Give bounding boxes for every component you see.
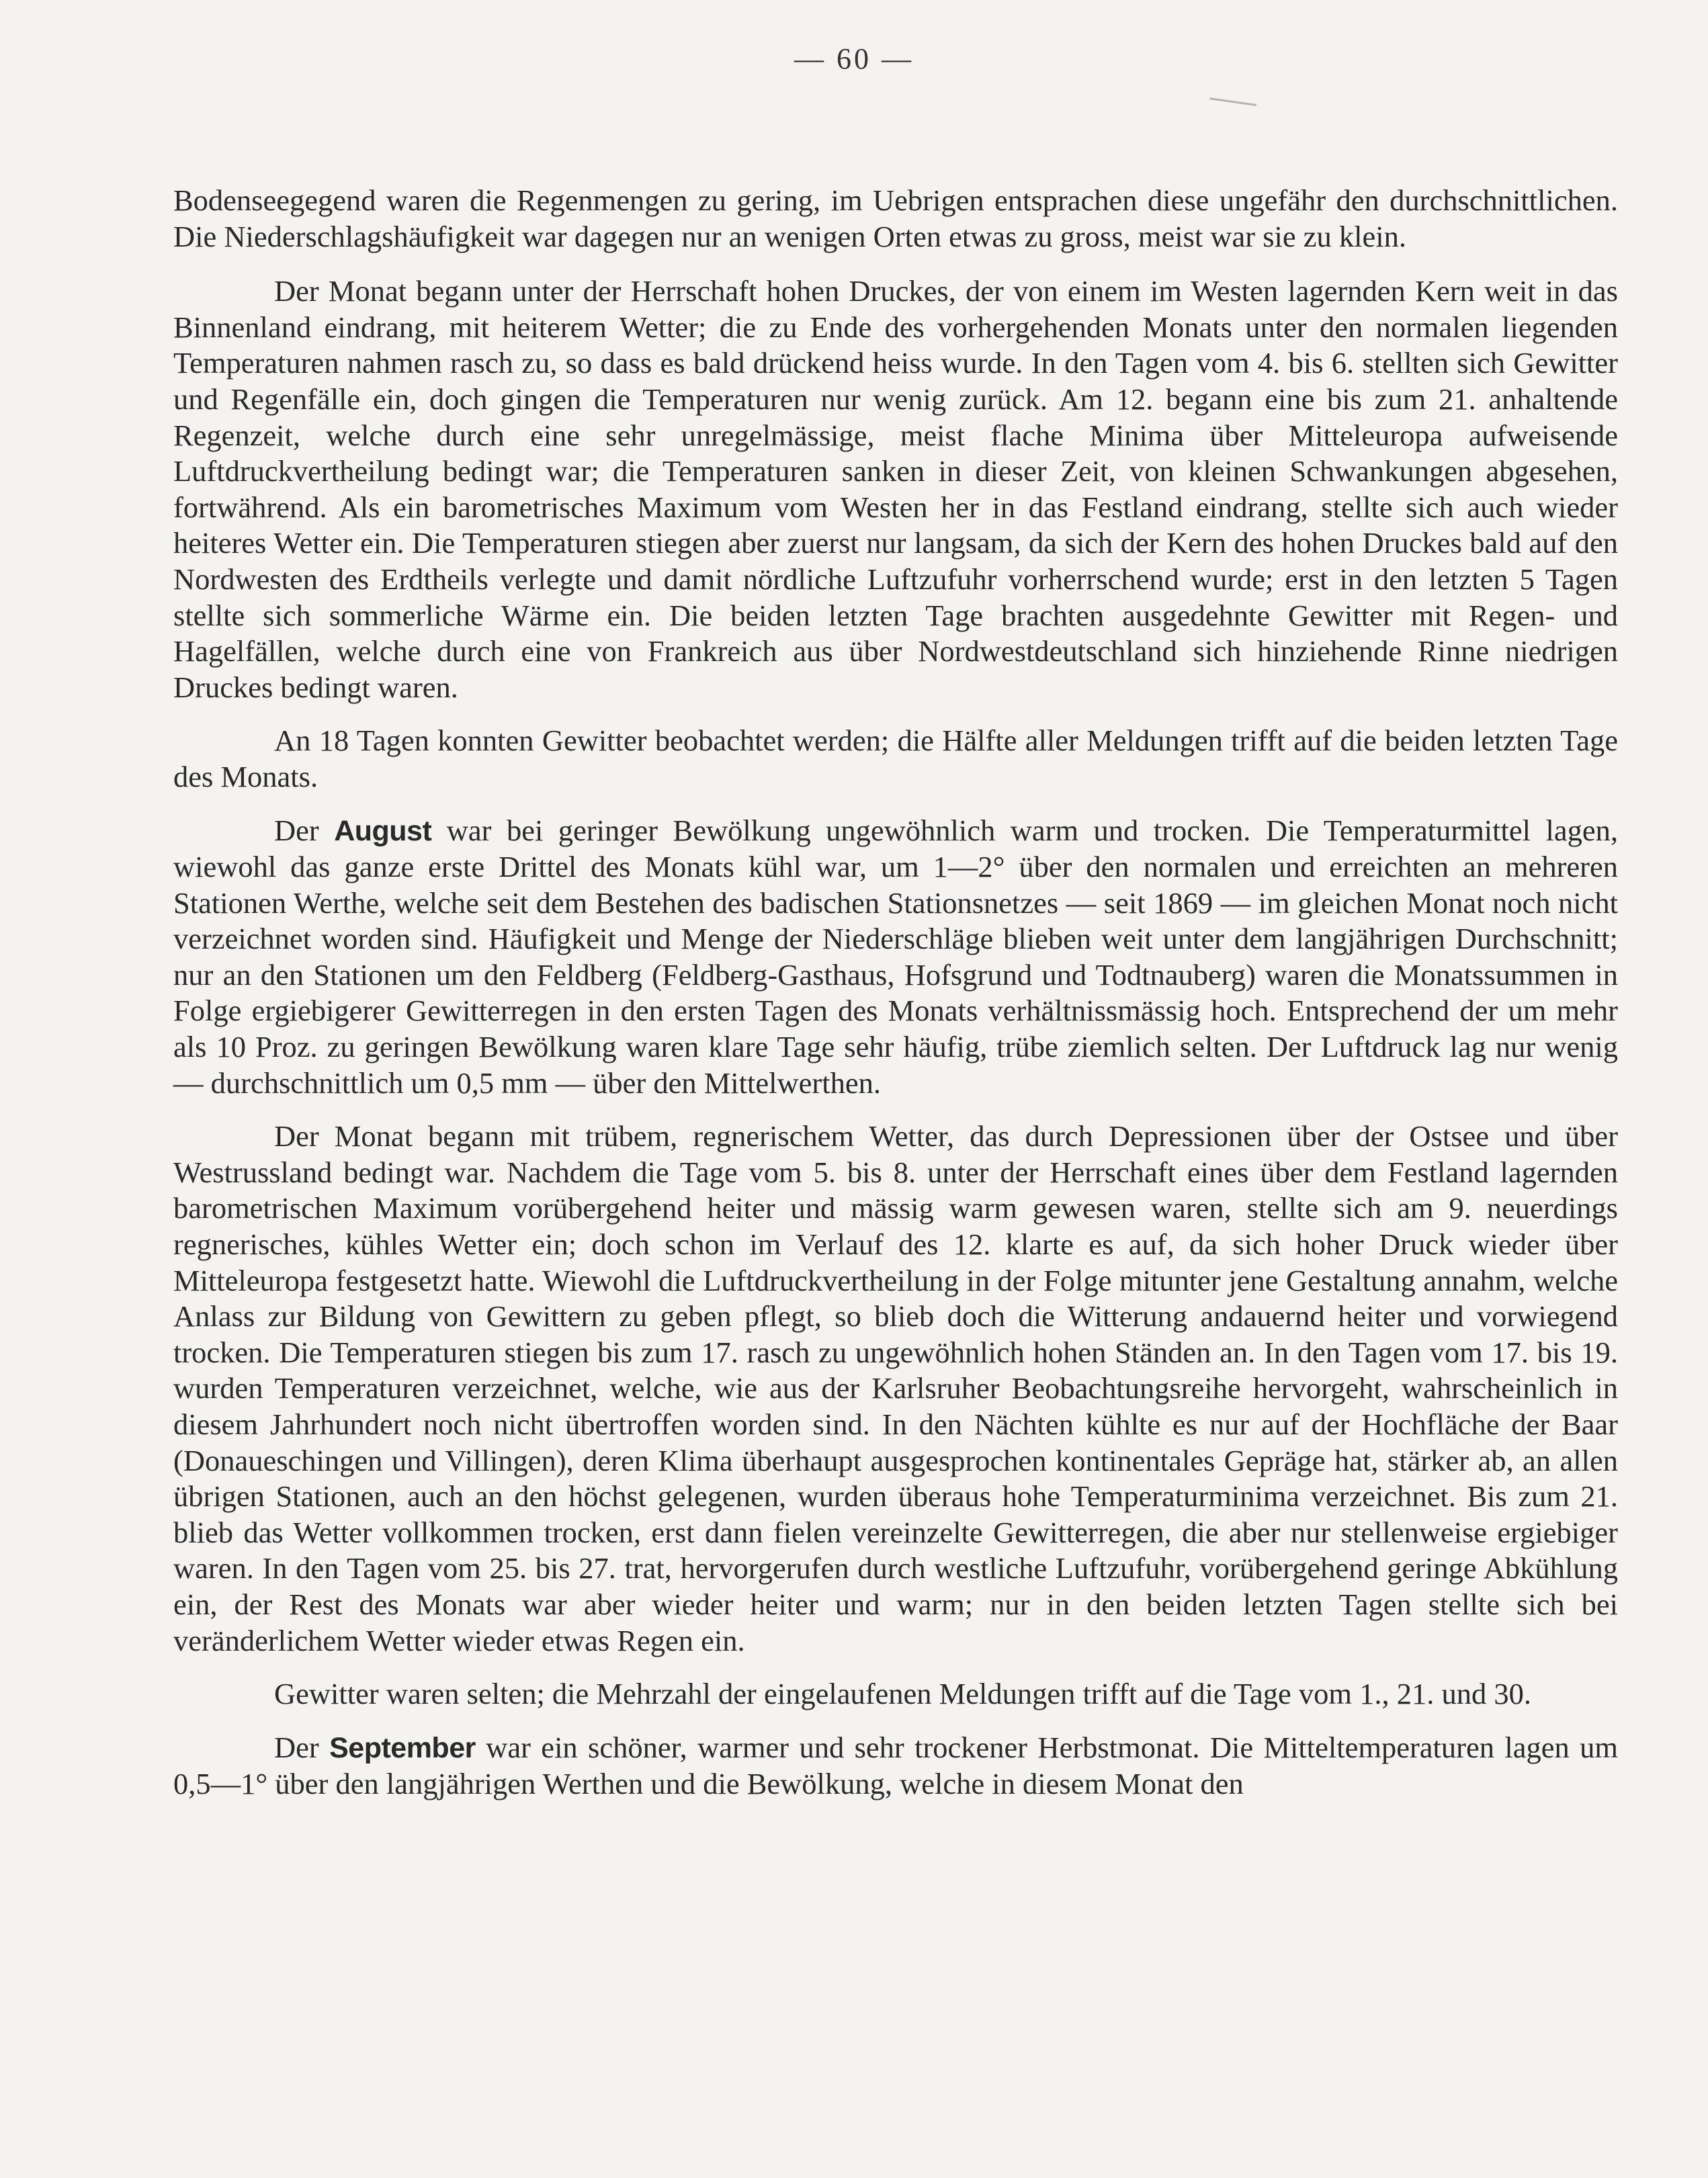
paragraph-august-summary: [173, 813, 1618, 1102]
month-heading-september: September: [329, 1731, 476, 1764]
paragraph-july-thunderstorms: An 18 Tagen konnten Gewitter beobachtet werden; die Hälfte aller Meldungen trifft auf die beiden letzten Tage des Monats.: [173, 724, 1618, 793]
paragraph-august-weather: Der Monat begann mit trübem, regnerischem Wetter, das durch Depressionen über der Ostsee und über Westrussland bedingt war. Nachdem die Tage vom 5. bis 8. unter der Herrschaft eines über dem Festland lagernden barometrischen Maximum vorübergehend heiter und mässig warm gewesen waren, stellte sich am 9. neuerdings regnerisches, kühles Wetter ein; doch schon im Verlauf des 12. klarte es auf, da sich hoher Druck wieder über Mitteleuropa festgesetzt hatte. Wiewohl die Luftdruckvertheilung in der Folge mitunter jene Gestaltung annahm, welche Anlass zur Bildung von Gewittern zu geben pflegt, so blieb doch die Witterung andauernd heiter und vorwiegend trocken. Die Temperaturen stiegen bis zum 17. rasch zu ungewöhnlich hohen Ständen an. In den Tagen vom 17. bis 19. wurden Temperaturen verzeichnet, welche, wie aus der Karlsruher Beobachtungsreihe hervorgeht, wahrscheinlich in diesem Jahrhundert noch nicht übertroffen worden sind. In den Nächten kühlte es nur auf der Hochfläche der Baar (Donaueschingen und Villingen), deren Klima überhaupt ausgesprochen kontinentales Gepräge hat, stärker ab, an allen übrigen Stationen, auch an den höchst gelegenen, wurden überaus hohe Temperaturminima verzeichnet. Bis zum 21. blieb das Wetter vollkommen trocken, erst dann fielen vereinzelte Gewitterregen, die aber nur stellenweise ergiebiger waren. In den Tagen vom 25. bis 27. trat, hervorgerufen durch westliche Luftzufuhr, vorübergehend geringe Abkühlung ein, der Rest des Monats war aber wieder heiter und warm; nur in den beiden letzten Tagen stellte sich bei veränderlichem Wetter wieder etwas Regen ein.: [173, 1119, 1618, 1657]
paragraph-july-weather: Der Monat begann unter der Herrschaft hohen Druckes, der von einem im Westen lagernden Kern weit in das Binnenland eindrang, mit heiterem Wetter; die zu Ende des vorhergehenden Monats unter den normalen liegenden Temperaturen nahmen rasch zu, so dass es bald drückend heiss wurde. In den Tagen vom 4. bis 6. stellten sich Gewitter und Regenfälle ein, doch gingen die Temperaturen nur wenig zurück. Am 12. begann eine bis zum 21. anhaltende Regenzeit, welche durch eine sehr unregelmässige, meist flache Minima über Mitteleuropa aufweisende Luftdruckvertheilung bedingt war; die Temperaturen sanken in dieser Zeit, von kleinen Schwankungen abgesehen, fortwährend. Als ein barometrisches Maximum vom Westen her in das Festland eindrang, stellte sich auch wieder heiteres Wetter ein. Die Temperaturen stiegen aber zuerst nur langsam, da sich der Kern des hohen Druckes bald auf den Nordwesten des Erdtheils verlegte und damit nördliche Luftzufuhr vorherrschend wurde; erst in den letzten 5 Tagen stellte sich sommerliche Wärme ein. Die beiden letzten Tage brachten ausgedehnte Gewitter mit Regen- und Hagelfällen, welche durch eine von Frankreich aus über Nordwestdeutschland sich hinziehende Rinne niedrigen Druckes bedingt waren.: [173, 274, 1618, 704]
paragraph-september-summary: [173, 1730, 1618, 1802]
paragraph-body: war bei geringer Bewölkung ungewöhnlich warm und trocken. Die Temperaturmittel lagen, wiewohl das ganze erste Drittel des Monats kühl war, um 1—2° über den normalen und erreichten an mehreren Stationen Werthe, welche seit dem Bestehen des badischen Stationsnetzes — seit 1869 — im gleichen Monat noch nicht verzeichnet worden sind. Häufigkeit und Menge der Niederschläge blieben weit unter dem langjährigen Durchschnitt; nur an den Stationen um den Feldberg (Feldberg-Gasthaus, Hofsgrund und Todtnauberg) waren die Monatssummen in Folge ergiebigerer Gewitterregen in den ersten Tagen des Monats verhältnissmässig hoch. Entsprechend der um mehr als 10 Proz. zu geringen Bewölkung waren klare Tage sehr häufig, trübe ziemlich selten. Der Luftdruck lag nur wenig — durchschnittlich um 0,5 mm — über den Mittelwerthen.: [173, 813, 1618, 1100]
paragraph-lead: Der: [274, 1730, 330, 1764]
paragraph-continuation: Bodenseegegend waren die Regenmengen zu gering, im Uebrigen entsprachen diese ungefähr den durchschnittlichen. Die Niederschlagshäufigkeit war dagegen nur an wenigen Orten etwas zu gross, meist war sie zu klein.: [173, 183, 1618, 253]
paragraph-lead: Der: [274, 813, 335, 847]
body-text: [173, 183, 1618, 1820]
paragraph-august-thunderstorms: Gewitter waren selten; die Mehrzahl der eingelaufenen Meldungen trifft auf die Tage vom 1., 21. und 30.: [274, 1677, 1532, 1711]
pen-stroke-mark: [1209, 97, 1256, 106]
month-heading-august: August: [334, 814, 432, 847]
paragraph-body: war ein schöner, warmer und sehr trockener Herbstmonat. Die Mitteltemperaturen lagen um 0,5—1° über den langjährigen Werthen und die Bewölkung, welche in diesem Monat den: [173, 1730, 1618, 1801]
page-number: — 60 —: [794, 42, 914, 75]
